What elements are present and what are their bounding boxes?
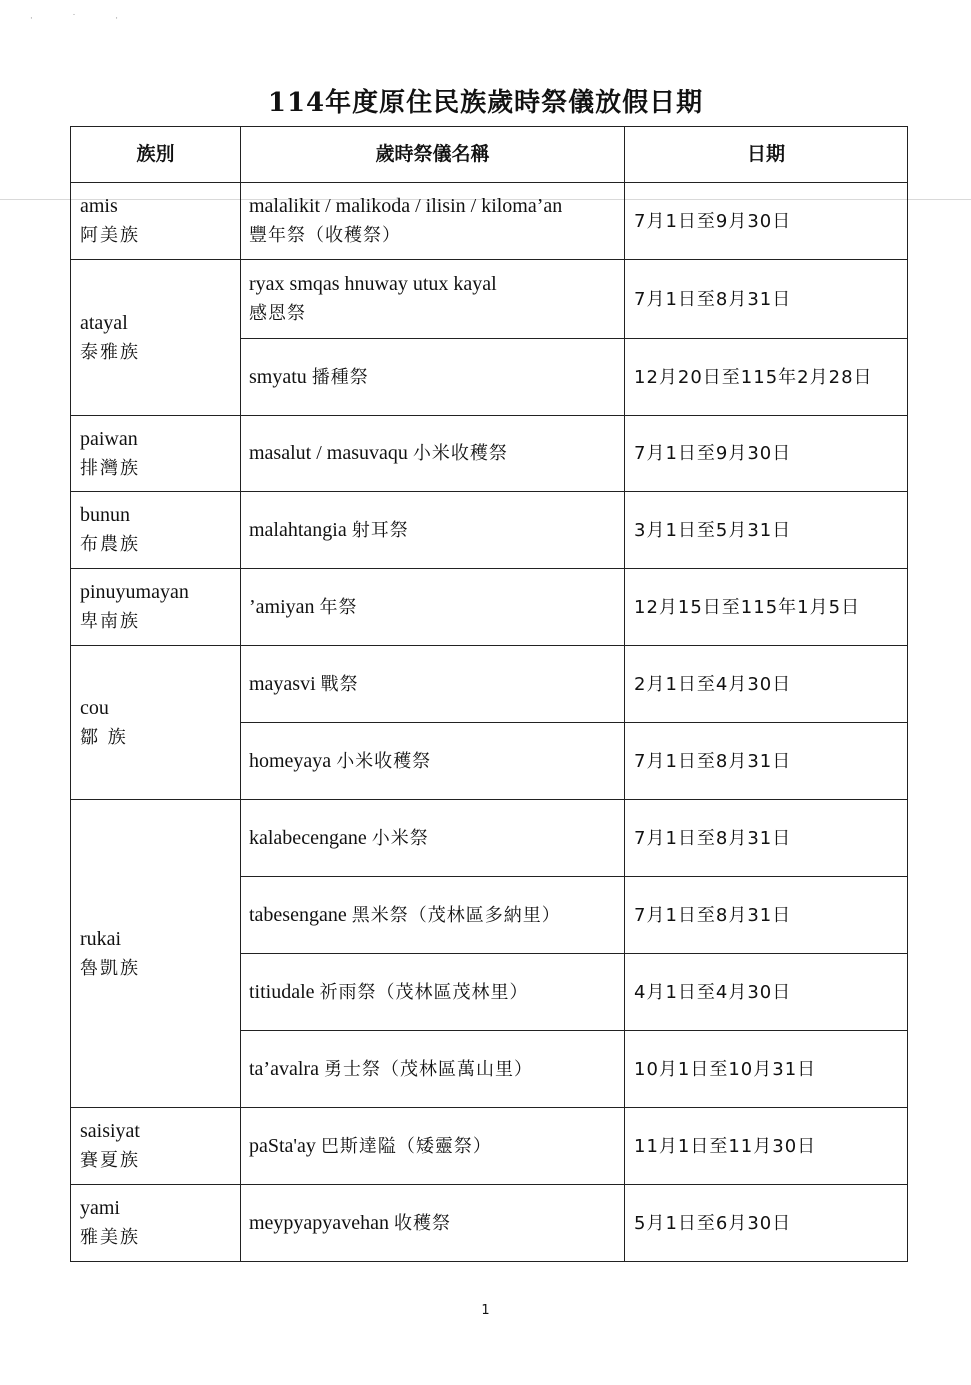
tribe-chinese-name: 阿美族 (80, 225, 140, 246)
date-cell: 4月1日至4月30日 (625, 954, 908, 1031)
festival-native-name: homeyaya (249, 749, 332, 772)
page-title: 114年度原住民族歲時祭儀放假日期 (267, 88, 704, 118)
table-row (71, 1108, 908, 1185)
festival-cell (241, 800, 625, 877)
tribe-cell (71, 492, 241, 569)
tribe-chinese-name: 泰雅族 (80, 341, 140, 363)
table-header-row (71, 127, 908, 183)
festival-cell (241, 416, 625, 492)
tribe-cell (71, 416, 241, 492)
festival-cell (241, 569, 625, 646)
festival-chinese-name: 小米祭 (371, 827, 429, 849)
date-cell: 7月1日至8月31日 (625, 800, 908, 877)
tribe-native-name: saisiyat (80, 1120, 140, 1142)
festival-chinese-name: 播種祭 (311, 366, 369, 388)
date-cell: 7月1日至8月31日 (625, 723, 908, 800)
tribe-chinese-name: 卑南族 (80, 611, 140, 632)
tribe-cell (71, 1108, 241, 1185)
scan-specks: · ˙ · (30, 14, 136, 24)
festival-cell (241, 723, 625, 800)
tribe-cell (71, 183, 241, 260)
festival-native-name: kalabecengane (249, 826, 367, 849)
table-row (71, 569, 908, 646)
festival-native-name: ’amiyan (249, 595, 315, 618)
tribe-chinese-name: 排灣族 (80, 457, 140, 479)
tribe-cell (71, 1185, 241, 1262)
tribe-cell (71, 646, 241, 800)
festival-chinese-name: 祈雨祭（茂林區茂林里） (319, 981, 529, 1003)
festival-native-name: mayasvi (249, 672, 316, 695)
festival-native-name: titiudale (249, 980, 315, 1003)
festival-chinese-name: 勇士祭（茂林區萬山里） (323, 1058, 533, 1080)
tribe-cell (71, 800, 241, 1108)
date-cell: 12月15日至115年1月5日 (625, 569, 908, 646)
tribe-native-name: paiwan (80, 427, 138, 450)
tribe-chinese-name: 鄒 族 (80, 726, 128, 748)
festival-cell (241, 492, 625, 569)
festival-native-name: masalut / masuvaqu (249, 442, 408, 464)
festival-chinese-name: 感恩祭 (249, 303, 306, 324)
festival-cell (241, 260, 625, 339)
header-date: 日期 (625, 127, 908, 183)
table-row (71, 646, 908, 723)
festival-chinese-name: 巴斯達隘（矮靈祭） (320, 1135, 492, 1157)
festival-chinese-name: 小米收穫祭 (412, 443, 508, 464)
header-festival: 歲時祭儀名稱 (241, 127, 625, 183)
festival-chinese-name: 黑米祭（茂林區多納里） (351, 904, 561, 926)
date-cell: 10月1日至10月31日 (625, 1031, 908, 1108)
table-row (71, 1185, 908, 1262)
date-cell: 3月1日至5月31日 (625, 492, 908, 569)
table-row (71, 416, 908, 492)
tribe-native-name: bunun (80, 504, 130, 526)
table-row (71, 800, 908, 877)
festival-chinese-name: 小米收穫祭 (336, 750, 432, 772)
date-cell: 7月1日至8月31日 (625, 260, 908, 339)
tribe-chinese-name: 布農族 (80, 534, 140, 555)
date-cell: 2月1日至4月30日 (625, 646, 908, 723)
festival-chinese-name: 豐年祭（收穫祭） (249, 225, 401, 246)
tribe-cell (71, 260, 241, 416)
tribe-native-name: yami (80, 1197, 120, 1219)
festival-cell (241, 954, 625, 1031)
tribe-native-name: atayal (80, 311, 128, 334)
festival-cell (241, 646, 625, 723)
festival-native-name: malalikit / malikoda / ilisin / kiloma’an (249, 195, 563, 217)
festival-schedule-table (70, 126, 908, 1262)
festival-cell (241, 339, 625, 416)
festival-cell (241, 1108, 625, 1185)
date-cell: 11月1日至11月30日 (625, 1108, 908, 1185)
table-row (71, 183, 908, 260)
page-number: 1 (481, 1303, 490, 1318)
festival-chinese-name: 收穫祭 (393, 1212, 451, 1234)
date-cell: 7月1日至8月31日 (625, 877, 908, 954)
table-row (71, 492, 908, 569)
tribe-native-name: pinuyumayan (80, 581, 189, 603)
tribe-native-name: rukai (80, 927, 122, 950)
festival-native-name: paSta'ay (249, 1134, 316, 1157)
tribe-native-name: cou (80, 696, 109, 719)
header-tribe: 族別 (71, 127, 241, 183)
tribe-chinese-name: 魯凱族 (80, 957, 140, 979)
festival-native-name: tabesengane (249, 903, 347, 926)
tribe-native-name: amis (80, 195, 118, 217)
festival-native-name: malahtangia (249, 518, 347, 541)
tribe-cell (71, 569, 241, 646)
festival-cell (241, 877, 625, 954)
tribe-chinese-name: 賽夏族 (80, 1150, 140, 1171)
festival-native-name: ta’avalra (249, 1057, 319, 1080)
festival-cell (241, 1031, 625, 1108)
festival-native-name: meypyapyavehan (249, 1211, 389, 1234)
date-cell: 7月1日至9月30日 (625, 183, 908, 260)
festival-native-name: smyatu (249, 365, 307, 388)
tribe-chinese-name: 雅美族 (80, 1227, 140, 1248)
date-cell: 7月1日至9月30日 (625, 416, 908, 492)
festival-chinese-name: 戰祭 (320, 673, 359, 695)
festival-chinese-name: 年祭 (319, 596, 358, 618)
festival-cell (241, 1185, 625, 1262)
festival-native-name: ryax smqas hnuway utux kayal (249, 273, 497, 295)
table-row (71, 260, 908, 339)
festival-cell (241, 183, 625, 260)
date-cell: 12月20日至115年2月28日 (625, 339, 908, 416)
date-cell: 5月1日至6月30日 (625, 1185, 908, 1262)
festival-chinese-name: 射耳祭 (351, 519, 409, 541)
